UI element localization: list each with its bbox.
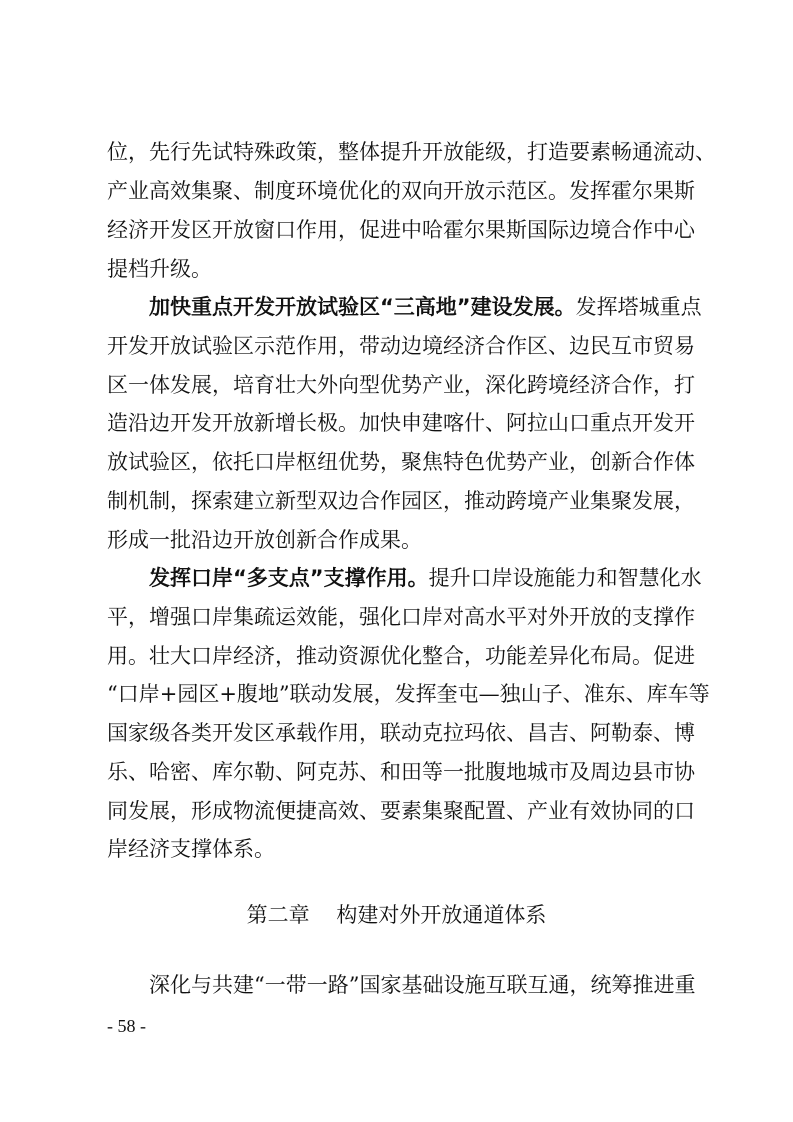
paragraph-3-line-4: “口岸+园区+腹地”联动发展，发挥奎屯—独山子、准东、库车等 [107, 682, 710, 706]
paragraph-2-first-line-rest: 发挥塔城重点 [575, 295, 702, 319]
paragraph-3-line-7: 同发展，形成物流便捷高效、要素集聚配置、产业有效协同的口 [107, 799, 695, 823]
chapter-title: 第二章 构建对外开放通道体系 [246, 903, 547, 927]
paragraph-3-first-line-rest: 提升口岸设施能力和智慧化水 [428, 566, 702, 590]
paragraph-2-heading: 加快重点开发开放试验区“三高地”建设发展。 [149, 295, 576, 319]
paragraph-2-line-3: 区一体发展，培育壮大外向型优势产业，深化跨境经济合作，打 [107, 373, 695, 397]
paragraph-1-line-3: 经济开发区开放窗口作用，促进中哈霍尔果斯国际边境合作中心 [107, 218, 695, 242]
paragraph-3-line-1 [149, 558, 702, 598]
paragraph-1-line-2: 产业高效集聚、制度环境优化的双向开放示范区。发挥霍尔果斯 [107, 179, 695, 203]
paragraph-2-line-6: 制机制，探索建立新型双边合作园区，推动跨境产业集聚发展， [107, 489, 695, 513]
paragraph-3-line-6: 乐、哈密、库尔勒、阿克苏、和田等一批腹地城市及周边县市协 [107, 760, 695, 784]
paragraph-3-line-2: 平，增强口岸集疏运效能，强化口岸对高水平对外开放的支撑作 [107, 605, 695, 629]
paragraph-2-line-7: 形成一批沿边开放创新合作成果。 [107, 528, 422, 552]
paragraph-4-line-1: 深化与共建“一带一路”国家基础设施互联互通，统筹推进重 [149, 973, 696, 997]
paragraph-2-line-5: 放试验区，依托口岸枢纽优势，聚焦特色优势产业，创新合作体 [107, 450, 695, 474]
paragraph-3-line-8: 岸经济支撑体系。 [107, 837, 275, 861]
paragraph-3-line-5: 国家级各类开发区承载作用，联动克拉玛依、昌吉、阿勒泰、博 [107, 721, 695, 745]
paragraph-3-heading: 发挥口岸“多支点”支撑作用。 [149, 566, 429, 590]
paragraph-1-line-1: 位，先行先试特殊政策，整体提升开放能级，打造要素畅通流动、 [107, 140, 716, 164]
paragraph-2-line-1 [149, 287, 702, 327]
paragraph-1-line-4: 提档升级。 [107, 257, 212, 281]
page-number: - 58 - [107, 1016, 146, 1036]
paragraph-3-line-3: 用。壮大口岸经济，推动资源优化整合，功能差异化布局。促进 [107, 644, 695, 668]
paragraph-2-line-4: 造沿边开发开放新增长极。加快申建喀什、阿拉山口重点开发开 [107, 411, 695, 435]
paragraph-2-line-2: 开发开放试验区示范作用，带动边境经济合作区、边民互市贸易 [107, 334, 695, 358]
